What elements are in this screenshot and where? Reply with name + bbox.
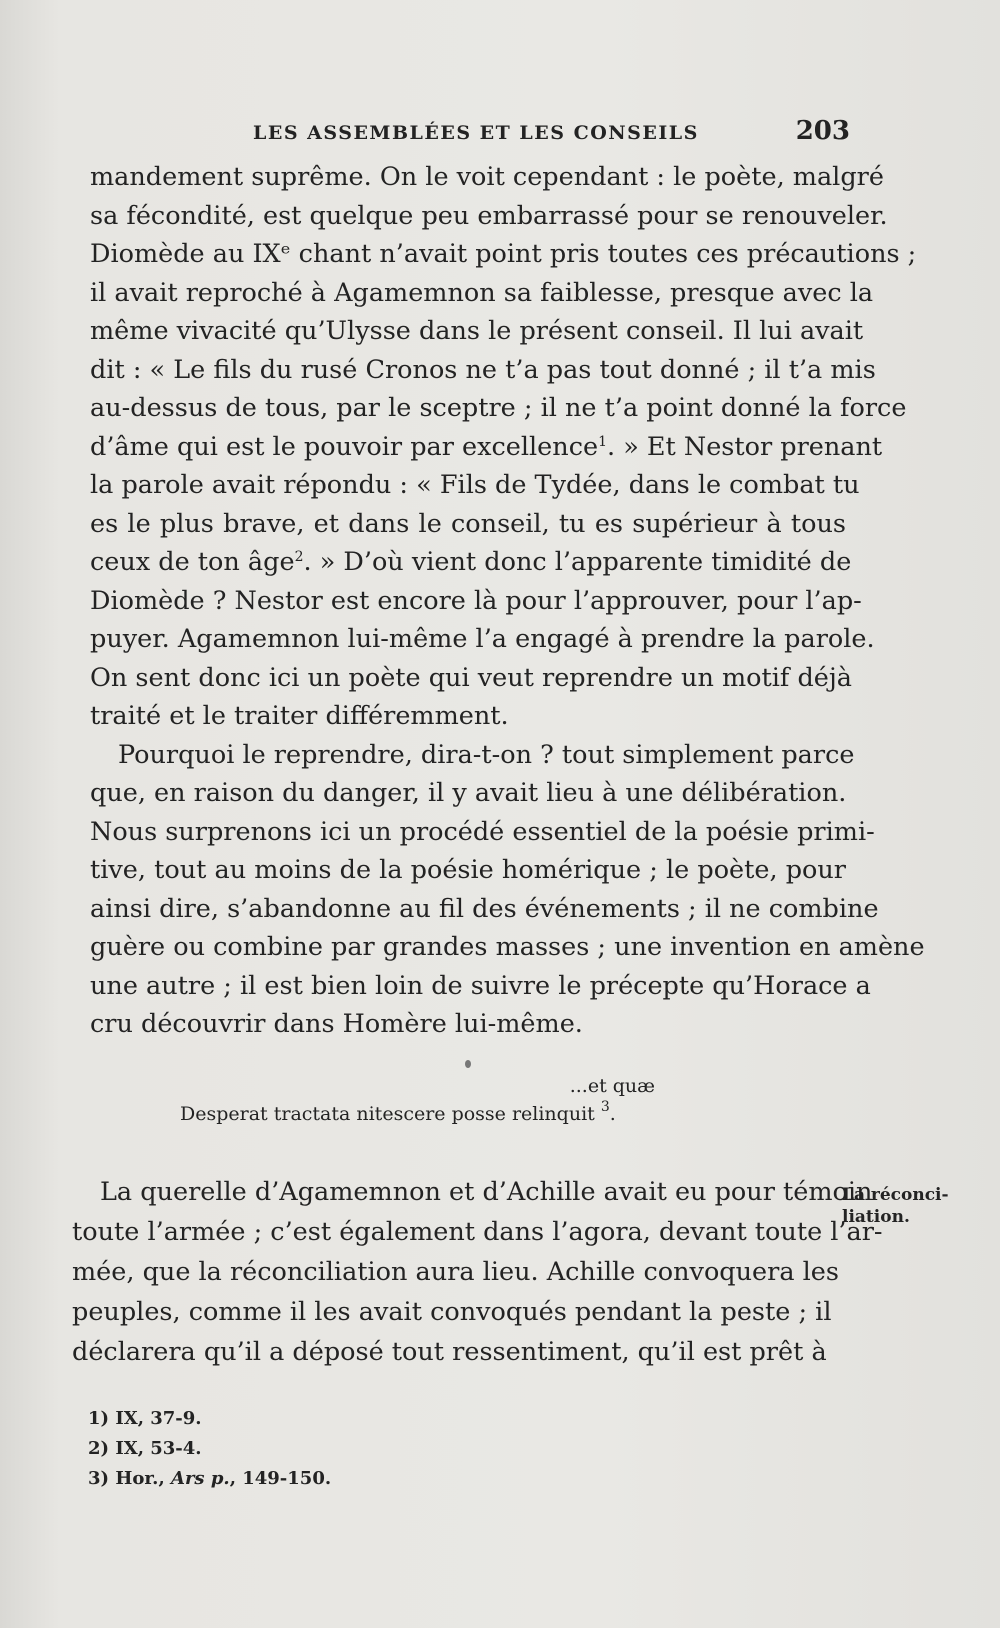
text-line [90,428,883,467]
text-line: même vivacité qu’Ulysse dans le présent conseil. Il lui avait [90,316,864,346]
text-line: guère ou combine par grandes masses ; une invention en amène [90,932,925,962]
text-line: traité et le traiter différemment. [90,701,509,731]
text-line: il avait reproché à Agamemnon sa faiblesse, presque avec la [90,277,874,308]
text-line: peuples, comme il les avait convoqués pendant la peste ; il [72,1297,832,1327]
text-line: dit : « Le fils du rusé Cronos ne t’a pas tout donné ; il t’a mis [90,354,876,385]
running-title: LES ASSEMBLÉES ET LES CONSEILS [253,122,699,144]
text-line: La querelle d’Agamemnon et d’Achille avait eu pour témoin [100,1177,873,1207]
text-line: es le plus brave, et dans le conseil, tu es supérieur à tous [90,508,846,539]
text-segment: . » D’où vient donc l’apparente timidité de [303,547,852,577]
text-line: une autre ; il est bien loin de suivre le précepte qu’Horace a [90,970,871,1001]
text-line: Diomède ? Nestor est encore là pour l’approuver, pour l’ap- [90,585,862,616]
text-line: Diomède au IXᵉ chant n’avait point pris toutes ces précautions ; [90,239,917,269]
quote-line: ...et quæ [569,1075,655,1097]
footnote-text: Hor., [115,1468,171,1489]
text-line: au-dessus de tous, par le sceptre ; il ne t’a point donné la force [90,393,907,423]
footnote-ref-1: 1 [598,433,607,450]
footnote-text: IX, 53-4. [115,1438,202,1459]
text-segment: . » Et Nestor prenant [607,431,883,462]
margin-note-line: liation. [842,1207,910,1227]
footnote-2 [88,1434,488,1464]
text-line: ainsi dire, s’abandonne au fil des événements ; il ne combine [90,893,879,924]
page-number: 203 [795,116,850,146]
footnote-3 [88,1464,488,1494]
margin-note [842,1184,992,1228]
page-header [88,116,850,156]
footnote-1 [88,1404,488,1434]
footnote-ref-3: 3 [600,1099,610,1115]
footnote-text: , 149-150. [229,1468,332,1489]
footnote-mark: 2) [88,1438,110,1459]
text-segment: d’âme qui est le pouvoir par excellence [90,431,599,462]
footnote-ref-2: 2 [294,549,304,565]
footnote-text: IX, 37-9. [115,1408,202,1429]
quote-text: Desperat tractata nitescere posse relinquit [180,1103,595,1125]
footnote-italic: Ars p. [170,1468,230,1489]
text-line: Nous surprenons ici un procédé essentiel de la poésie primi- [90,816,875,847]
text-line: déclarera qu’il a déposé tout ressentiment, qu’il est prêt à [72,1337,827,1367]
text-line: Pourquoi le reprendre, dira-t-on ? tout simplement parce [118,739,855,770]
main-paragraph [90,158,925,1044]
text-line: cru découvrir dans Homère lui-même. [90,1009,583,1039]
text-line: On sent donc ici un poète qui veut reprendre un motif déjà [90,662,852,693]
text-line [90,543,852,582]
second-paragraph [72,1172,883,1372]
text-line: mée, que la réconciliation aura lieu. Achille convoquera les [72,1257,839,1287]
margin-note-line: La réconci- [842,1185,949,1205]
text-line: tive, tout au moins de la poésie homérique ; le poète, pour [90,855,846,885]
text-segment: ceux de ton âge [90,547,295,577]
footnote-mark: 1) [88,1408,110,1429]
latin-quotation [180,1072,685,1128]
text-line: toute l’armée ; c’est également dans l’agora, devant toute l’ar- [72,1217,883,1247]
quote-line: Desperat tractata nitescere posse relinquit $^3$. [180,1099,616,1125]
text-line: la parole avait répondu : « Fils de Tydée, dans le combat tu [90,470,860,500]
text-line: sa fécondité, est quelque peu embarrassé pour se renouveler. [90,200,888,231]
footnotes [88,1404,488,1494]
text-line: mandement suprême. On le voit cependant : le poète, malgré [90,162,884,192]
text-line: puyer. Agamemnon lui-même l’a engagé à prendre la parole. [90,624,875,654]
text-line: que, en raison du danger, il y avait lieu à une délibération. [90,778,847,808]
ink-spot [465,1060,471,1068]
footnote-mark: 3) [88,1468,110,1489]
